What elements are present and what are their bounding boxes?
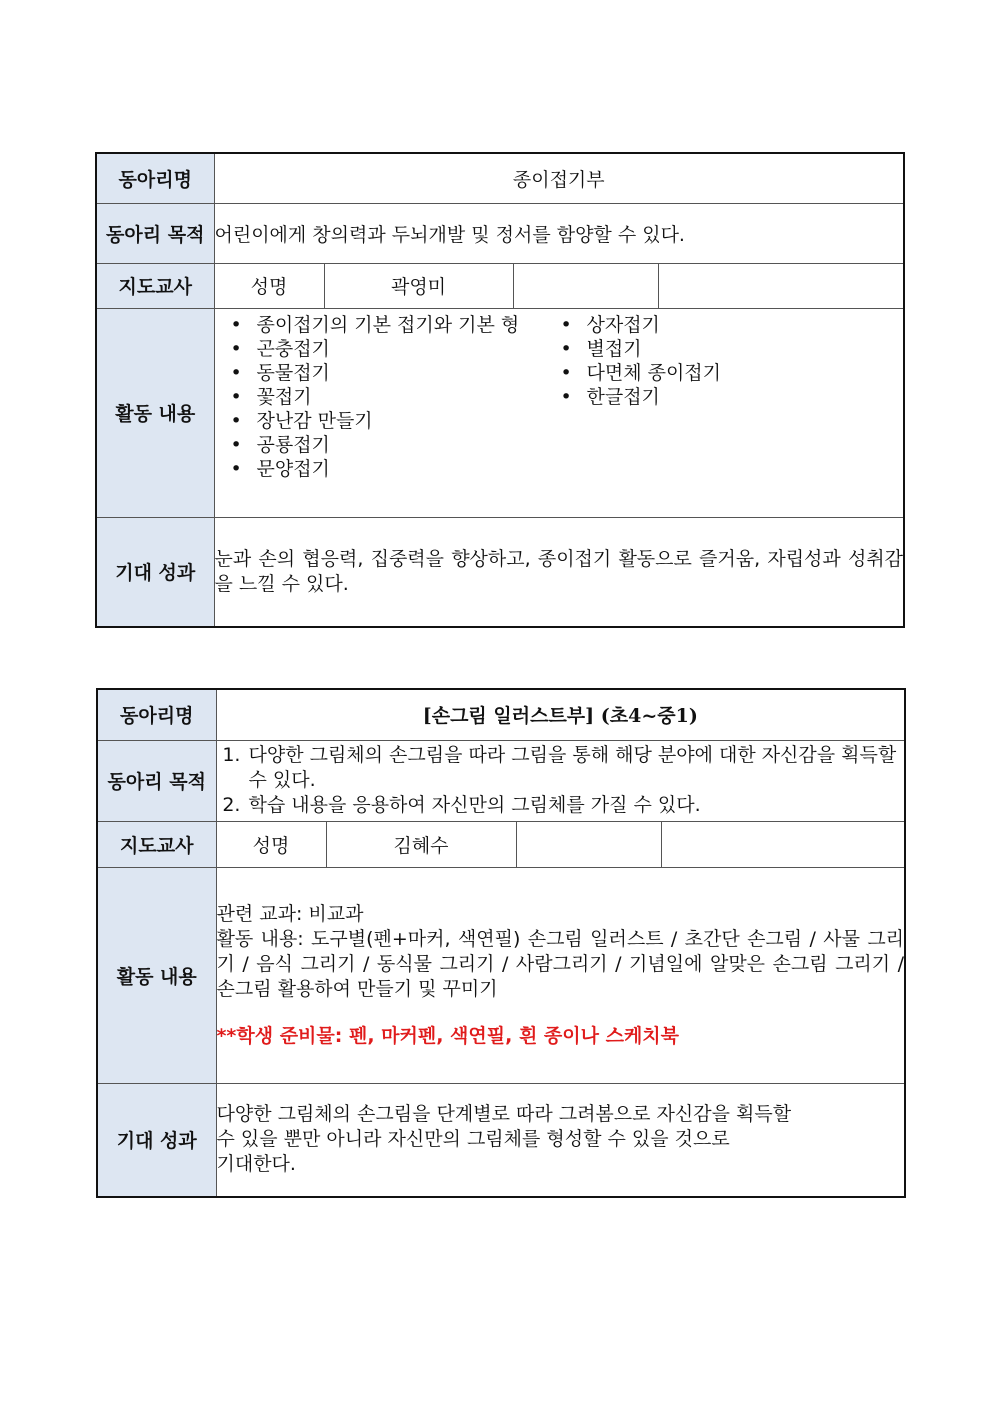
club-name-value: 종이접기부 [214, 153, 904, 203]
club-name-label: 동아리명 [97, 689, 216, 740]
activity-item: • 곤충접기 [227, 337, 557, 361]
empty-cell [516, 821, 661, 867]
teacher-name-label: 성명 [214, 263, 324, 308]
club-name-value: [손그림 일러스트부] (초4~중1) [216, 689, 905, 740]
activity-item: • 동물접기 [227, 361, 557, 385]
activity-label: 활동 내용 [96, 308, 214, 517]
activity-item: • 공룡접기 [227, 433, 557, 457]
goal-list [217, 743, 905, 818]
activity-item: • 별접기 [557, 337, 892, 361]
teacher-label: 지도교사 [97, 821, 216, 867]
activity-list-left [227, 313, 557, 481]
outcome-label: 기대 성과 [97, 1083, 216, 1197]
activity-item: • 종이접기의 기본 접기와 기본 형 [227, 313, 557, 337]
activity-item: • 다면체 종이접기 [557, 361, 892, 385]
club-goal-value: 어린이에게 창의력과 두뇌개발 및 정서를 함양할 수 있다. [214, 203, 904, 263]
activity-list-right [557, 313, 892, 481]
empty-cell [658, 263, 904, 308]
outcome-line: 다양한 그림체의 손그림을 단계별로 따라 그려봄으로 자신감을 획득할 [216, 1103, 792, 1126]
activity-item: • 상자접기 [557, 313, 892, 337]
activity-item: • 한글접기 [557, 385, 892, 409]
outcome-label: 기대 성과 [96, 517, 214, 627]
outcome-line: 수 있을 뿐만 아니라 자신만의 그림체를 형성할 수 있을 것으로 [216, 1128, 730, 1151]
empty-cell [513, 263, 658, 308]
activity-description: 활동 내용: 도구별(펜+마커, 색연필) 손그림 일러스트 / 초간단 손그림 / 사물 그리기 / 음식 그리기 / 동식물 그리기 / 사람그리기 / 기념일에 알맞은 손그림 그리기 / 손그림 활용하여 만들기 및 꾸미기 [216, 927, 905, 1000]
empty-cell [661, 821, 905, 867]
activity-item: • 꽃접기 [227, 385, 557, 409]
outcome-line: 기대한다. [216, 1153, 296, 1176]
club-goal-label: 동아리 목적 [97, 740, 216, 821]
subject-line: 관련 교과: 비교과 [216, 902, 364, 925]
outcome-value [216, 1083, 905, 1197]
supplies-note: **학생 준비물: 펜, 마커펜, 색연필, 흰 종이나 스케치북 [216, 1024, 680, 1047]
club-table-illustration [96, 688, 906, 1198]
outcome-value: 눈과 손의 협응력, 집중력을 향상하고, 종이접기 활동으로 즐거움, 자립성과 성취감을 느낄 수 있다. [214, 517, 904, 627]
club-name-label: 동아리명 [96, 153, 214, 203]
club-table-origami [95, 152, 905, 628]
teacher-name-label: 성명 [216, 821, 326, 867]
teacher-label: 지도교사 [96, 263, 214, 308]
goal-item: 2. 학습 내용을 응용하여 자신만의 그림체를 가질 수 있다. [247, 793, 905, 818]
goal-item: 1. 다양한 그림체의 손그림을 따라 그림을 통해 해당 분야에 대한 자신감을 획득할 수 있다. [247, 743, 905, 793]
club-goal-label: 동아리 목적 [96, 203, 214, 263]
activity-item: • 문양접기 [227, 457, 557, 481]
activity-label: 활동 내용 [97, 867, 216, 1083]
activity-content [214, 308, 904, 517]
club-goal-value [216, 740, 905, 821]
teacher-name-value: 곽영미 [324, 263, 513, 308]
activity-item: • 장난감 만들기 [227, 409, 557, 433]
teacher-name-value: 김혜수 [326, 821, 516, 867]
activity-content [216, 867, 905, 1083]
